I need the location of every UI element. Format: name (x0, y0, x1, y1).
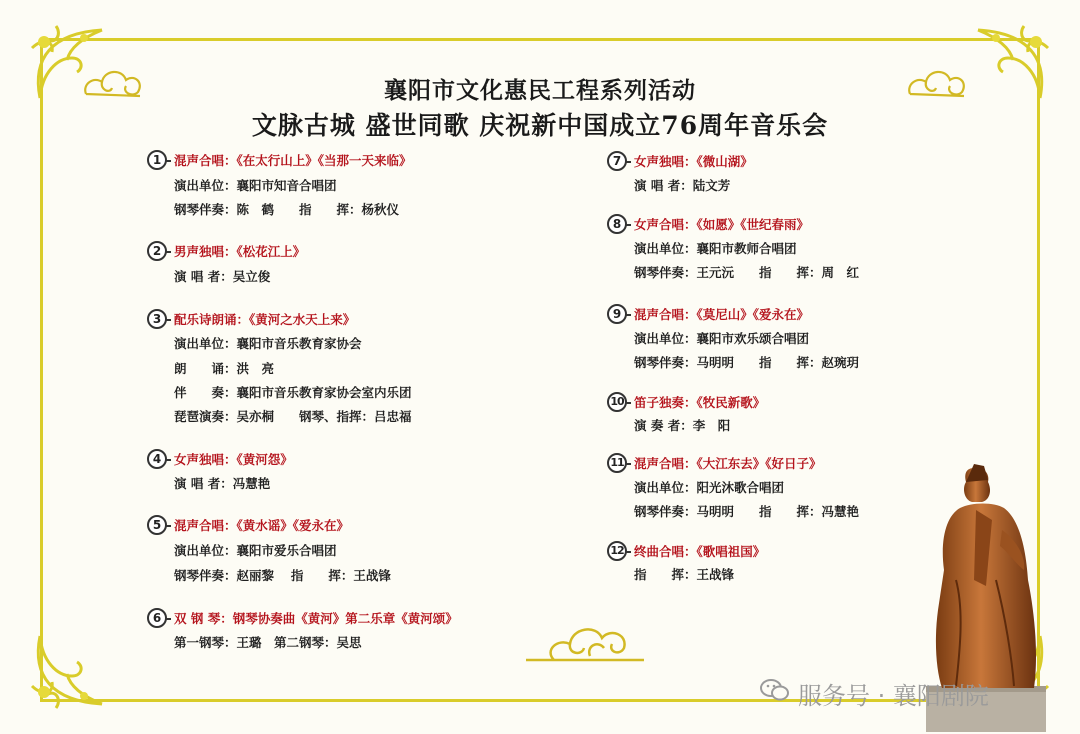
concert-title: 文脉古城 盛世同歌 庆祝新中国成立76周年音乐会 (251, 111, 829, 140)
program-detail: 伴 奏：襄阳市音乐教育家协会室内乐团 (174, 385, 412, 400)
program-number: 12 (607, 541, 627, 561)
program-number: 8 (607, 214, 627, 234)
watermark-text: 服务号 · 襄阳剧院 (798, 682, 989, 710)
program-detail: 演 唱 者：陆文芳 (634, 178, 731, 193)
program-title: 配乐诗朗诵：《黄河之水天上来》 (174, 312, 356, 327)
program-detail: 琵琶演奏：吴亦桐 钢琴、指挥：吕忠福 (174, 409, 412, 424)
program-number: 10 (607, 392, 627, 412)
program-title: 终曲合唱：《歌唱祖国》 (634, 544, 766, 559)
program-detail: 朗 诵：洪 亮 (174, 361, 275, 376)
program-number: 4 (147, 449, 167, 469)
program-number: 9 (607, 304, 627, 324)
program-title: 混声合唱：《黄水谣》《爱永在》 (174, 518, 350, 533)
program-title: 女声独唱：《黄河怨》 (174, 452, 293, 467)
program-detail: 演出单位：襄阳市爱乐合唱团 (174, 543, 337, 558)
program-number: 5 (147, 515, 167, 535)
program-title: 女声合唱：《如愿》《世纪春雨》 (634, 217, 810, 232)
wechat-icon (760, 678, 790, 702)
cloud-ornament-bottom (524, 616, 650, 668)
program-number: 11 (607, 453, 627, 473)
event-series-title: 襄阳市文化惠民工程系列活动 (384, 77, 696, 104)
program-detail: 演出单位：阳光沐歌合唱团 (634, 480, 785, 495)
program-title: 男声独唱：《松花江上》 (174, 244, 306, 259)
program-detail: 指 挥：王战锋 (634, 567, 735, 582)
program-detail: 演出单位：襄阳市教师合唱团 (634, 241, 797, 256)
program-detail: 演 唱 者：冯慧艳 (174, 476, 271, 491)
program-number: 2 (147, 241, 167, 261)
program-number: 7 (607, 151, 627, 171)
program-detail: 演 唱 者：吴立俊 (174, 269, 271, 284)
program-detail: 演出单位：襄阳市欢乐颂合唱团 (634, 331, 810, 346)
program-title: 混声合唱：《莫尼山》《爱永在》 (634, 307, 810, 322)
corner-ornament-bottom-left (22, 626, 112, 716)
program-detail: 第一钢琴：王璐 第二钢琴：吴思 (174, 635, 362, 650)
program-detail: 钢琴伴奏：赵丽黎 指 挥：王战锋 (174, 568, 391, 583)
program-detail: 钢琴伴奏：王元沅 指 挥：周 红 (634, 265, 860, 280)
program-number: 3 (147, 309, 167, 329)
program-title: 混声合唱：《在太行山上》《当那一天来临》 (174, 153, 412, 168)
program-title: 混声合唱：《大江东去》《好日子》 (634, 456, 822, 471)
program-detail: 演出单位：襄阳市音乐教育家协会 (174, 336, 362, 351)
program-title: 笛子独奏：《牧民新歌》 (634, 395, 766, 410)
program-title: 女声独唱：《微山湖》 (634, 154, 753, 169)
program-detail: 钢琴伴奏：马明明 指 挥：赵琬玥 (634, 355, 860, 370)
program-title: 双 钢 琴：钢琴协奏曲《黄河》第二乐章《黄河颂》 (174, 611, 458, 626)
program-detail: 钢琴伴奏：陈 鹤 指 挥：杨秋仪 (174, 202, 400, 217)
program-detail: 钢琴伴奏：马明明 指 挥：冯慧艳 (634, 504, 860, 519)
program-detail: 演出单位：襄阳市知音合唱团 (174, 178, 337, 193)
program-number: 1 (147, 150, 167, 170)
program-number: 6 (147, 608, 167, 628)
program-detail: 演 奏 者：李 阳 (634, 418, 731, 433)
